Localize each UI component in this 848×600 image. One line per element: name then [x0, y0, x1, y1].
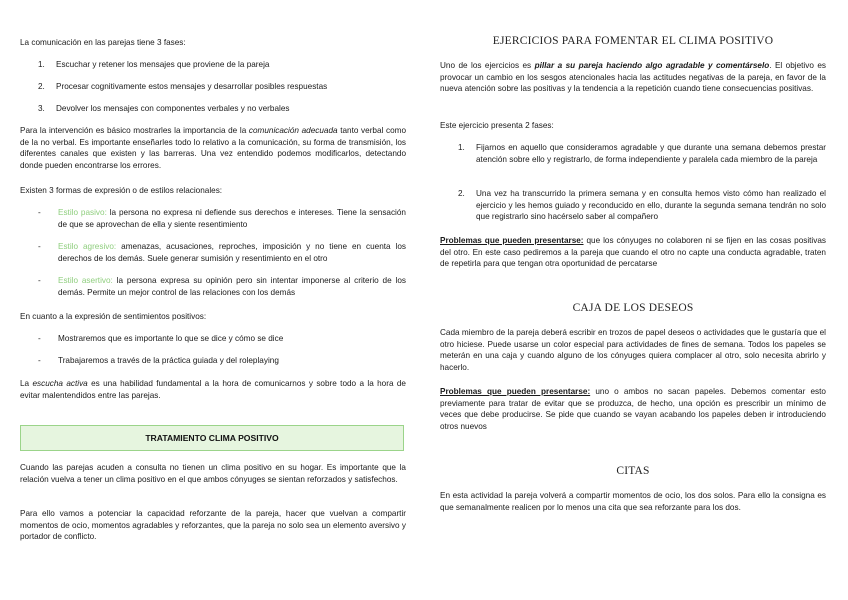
- feelings-intro: En cuanto a la expresión de sentimientos positivos:: [20, 312, 207, 321]
- list-text: Procesar cognitivamente estos mensajes y desarrollar posibles respuestas: [56, 82, 328, 91]
- list-item: [20, 59, 406, 71]
- list-text: Devolver los mensajes con componentes verbales y no verbales: [56, 104, 290, 113]
- list-item: [20, 103, 406, 115]
- list-number: 3.: [38, 104, 45, 113]
- clima-paragraph-1: Cuando las parejas acuden a consulta no tienen un clima positivo en su hogar. Es importante que la relación vuelva a tener un clima positivo en el que ambos cónyuges se sientan reforzados y satisfechos.: [20, 463, 406, 484]
- section-title: EJERCICIOS PARA FOMENTAR EL CLIMA POSITIVO: [492, 35, 774, 47]
- style-label: Estilo agresivo:: [58, 242, 117, 251]
- caja-paragraph: Cada miembro de la pareja deberá escribir en trozos de papel deseos o actividades que le gustaría que el otro hiciese. Puede usarse un color especial para actividades de fines de semana. Todos los papeles se meterán en una caja y cuando alguno de los cónyuges quiera complacer al otro, solo necesita abrirlo y hacerlo.: [440, 328, 826, 372]
- list-item: - Mostraremos que es importante lo que se dice y cómo se dice: [38, 334, 284, 343]
- list-number: 1.: [38, 60, 45, 69]
- list-item: - Estilo agresivo: amenazas, acusaciones, reproches, imposición y no tiene en cuenta los derechos de los demás. Suele generar sumisión y resentimiento en el otro: [38, 242, 406, 263]
- list-item: 2. Una vez ha transcurrido la primera semana y en consulta hemos visto cómo han realizado el ejercicio y les hemos guiado y reconducido en ello, durante la segunda semana tendrán no solo que registrarlo sino hacérselo saber al compañero: [458, 189, 826, 222]
- list-item: - Estilo pasivo: la persona no expresa ni defiende sus derechos e intereses. Tiene la sensación de que se aprovechan de ella y siente resentimiento: [38, 208, 406, 229]
- list-number: 2.: [38, 82, 45, 91]
- communication-intro: La comunicación en las parejas tiene 3 fases:: [20, 38, 186, 47]
- styles-intro: Existen 3 formas de expresión o de estilos relacionales:: [20, 186, 223, 195]
- style-label: Estilo asertivo:: [58, 276, 113, 285]
- phases-intro: Este ejercicio presenta 2 fases:: [440, 121, 554, 130]
- intervention-paragraph: Para la intervención es básico mostrarles la importancia de la comunicación adecuada tanto verbal como de la no verbal. Es importante enseñarles todo lo relativo a la comunicación, su forma de transmisión, los diferentes canales que existen y las barreras. Una vez entendido podemos modificarlos, detectando donde pueden encontrarse los errores.: [20, 126, 407, 170]
- style-label: Estilo pasivo:: [58, 208, 107, 217]
- problems-paragraph: Problemas que pueden presentarse: que los cónyuges no colaboren ni se fijen en las cosas positivas del otro. En este caso pediremos a la pareja que cuando el otro no capte una conducta agradable, traten de repetirla para que tengan otra oportunidad de percatarse: [440, 236, 826, 269]
- list-text: Escuchar y retener los mensajes que proviene de la pareja: [56, 60, 270, 69]
- active-listening-paragraph: La escucha activa es una habilidad fundamental a la hora de comunicarnos y sobre todo a la hora de evitar malentendidos entre las parejas.: [20, 379, 406, 400]
- exercise-paragraph: Uno de los ejercicios es pillar a su pareja haciendo algo agradable y comentárselo. El objetivo es provocar un cambio en los sesgos atencionales hacia las actitudes negativas de la pareja, en favor de la nueva atención sobre las positivas y la tendencia a la repetición cuando tiene consecuencias positivas.: [440, 61, 826, 94]
- section-heading-box: TRATAMIENTO CLIMA POSITIVO: [20, 425, 404, 451]
- section-title: CITAS: [616, 465, 650, 477]
- list-item: 1. Fijarnos en aquello que consideramos agradable y que durante una semana debemos prestar atención sobre ello y registrarlo, de forma independiente y paralela cada miembro de la pareja: [458, 143, 826, 164]
- section-title: CAJA DE LOS DESEOS: [572, 302, 694, 314]
- clima-paragraph-2: Para ello vamos a potenciar la capacidad reforzante de la pareja, hacer que vuelvan a compartir momentos de ocio, momentos agradables y reforzantes, que la pareja no solo sea un elemento aversivo y portador de conflicto.: [20, 509, 406, 542]
- problems-paragraph: Problemas que pueden presentarse: uno o ambos no sacan papeles. Debemos comentar esto previamente para tratar de evitar que se produzca, de hecho, una opción es prescribir un mínimo de veces que debe producirse. Se pide que cuando se vayan acabando los papeles deben ir introduciendo otros nuevos: [440, 387, 826, 431]
- list-item: - Estilo asertivo: la persona expresa su opinión pero sin intentar imponerse al criterio de los demás. Permite un mejor control de las relaciones con los demás: [38, 276, 406, 297]
- citas-paragraph: En esta actividad la pareja volverá a compartir momentos de ocio, los dos solos. Para ello la consigna es que semanalmente realicen por lo menos una cita que sea reforzante para los dos.: [440, 491, 826, 512]
- list-item: [20, 81, 406, 93]
- list-item: - Trabajaremos a través de la práctica guiada y del roleplaying: [38, 356, 279, 365]
